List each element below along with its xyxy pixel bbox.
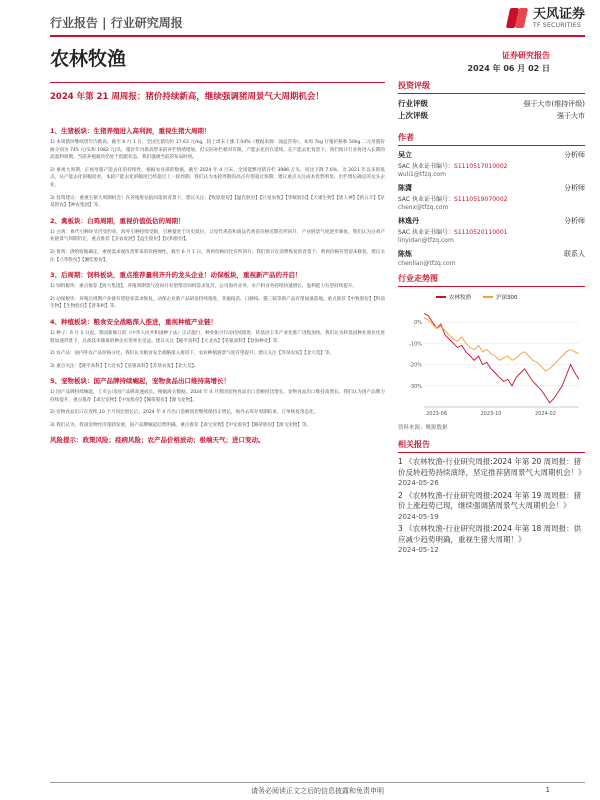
section-paragraph: 2) 重视大周期，正视母猪产能去化的持续性。根据农业部的数据，截至 2024 年 4 月末，全国能繁母猪存栏 3986 万头，同比下降 7.6%，为 2021 年以来的低点。从产能去化的幅度看，本轮产能去化的幅度已经超过上一轮周期，我们认为本轮周期的高点有望超过预期。建议重点关注成本优势明显、出栏增长确定的龙头企业。 xyxy=(50,167,385,188)
related-report-date: 2024-05-12 xyxy=(398,546,439,554)
chart-canvas xyxy=(398,291,585,421)
series-line-csi300 xyxy=(424,318,579,371)
rating-value: 强于大市(维持评级) xyxy=(523,100,585,108)
section-2 xyxy=(50,216,385,264)
section-paragraph: 1) 白鸡：祖代引种环节仍受约束，海外引种持续受限，引种量处于历史低位。父母代鸡苗和商品代鸡苗价格近期有所回升，产业链景气度逐步修复。我们认为白鸡产业链景气周期仍在，重点推荐【圣农发展】【益生股份】【民和股份】。 xyxy=(50,229,385,243)
related-report[interactable] xyxy=(398,524,585,556)
footer-disclaimer: 请务必阅读正文之后的信息披露和免责申明 xyxy=(251,787,384,795)
author-email[interactable]: linyidan@tfzq.com xyxy=(398,237,454,244)
section-paragraph: 2) 农产品：国内外农产品价格分化，我们认为粮食安全战略深入推进下，农业种植链景气度有望提升。建议关注【苏垦农发】【北大荒】等。 xyxy=(50,351,335,357)
report-title: 2024 年第 21 周周报：猪价持续新高，继续强调猪周景气大周期机会！ xyxy=(50,92,324,102)
x-tick-label: 2024-02 xyxy=(535,411,556,417)
series-line-agriculture xyxy=(424,314,579,403)
author-name: 陈潇 xyxy=(398,184,412,192)
authors-heading: 作者 xyxy=(398,132,585,146)
legend-label: 农林牧渔 xyxy=(449,295,472,301)
industry-name: 农林牧渔 xyxy=(50,48,127,70)
page-header xyxy=(50,8,585,34)
chart-source: 资料来源：聚源数据 xyxy=(398,425,448,431)
section-heading: 1、生猪板块：生猪养殖进入高利润，重视生猪大周期！ xyxy=(50,127,211,135)
trend-heading: 行业走势图 xyxy=(398,273,585,287)
section-paragraph: 1) 饲料板块：重点推荐【海大集团】，养殖周期景气度回升有望带动饲料需求复苏，公司海外业务、水产料业务持续快速增长，盈利能力有望持续提升。 xyxy=(50,284,358,290)
section-1 xyxy=(50,126,385,210)
x-tick-label: 2023-06 xyxy=(426,411,448,417)
y-tick-label: -10% xyxy=(409,341,422,348)
section-heading: 2、禽板块：白鸡周期，重视价值低估的周期！ xyxy=(50,216,185,225)
section-heading: 3、后周期：饲料板块，重点推荐量利齐升的龙头企业！动保板块，重视新产品的开启！ xyxy=(50,271,302,280)
rating-label: 行业评级 xyxy=(398,99,428,108)
section-heading: 4、种植板块：粮食安全战略深入推进，重视种植产业链！ xyxy=(50,317,218,326)
section-paragraph: 3) 重点关注：【隆平高科】【大北农】【荃银高科】【苏垦农发】【北大荒】。 xyxy=(50,363,199,369)
rating-heading: 投资评级 xyxy=(398,80,585,94)
author-name: 吴立 xyxy=(398,151,412,159)
rating-row xyxy=(398,98,585,110)
author-role: 联系人 xyxy=(564,250,585,258)
sac-number: S1110517010002 xyxy=(454,163,508,170)
sidebar xyxy=(398,80,585,556)
sac-label: SAC 执业证书编号： xyxy=(398,229,455,236)
section-paragraph: 3) 投资建议：重视生猪大周期机会！在养殖股估值回落的背景下，建议关注：【牧原股份】【温氏股份】【巨星农牧】【华统股份】【天康生物】【唐人神】【新五丰】【京基智农】【神农集团】等。 xyxy=(50,195,385,209)
section-paragraph: 2) 宠物食品出口在连续 10 个月同比增长后，2024 年 4 月出口金额同比继续保持正增长，海外去库存周期结束，订单恢复常态化。 xyxy=(50,410,319,416)
rating-label: 上次评级 xyxy=(398,111,428,120)
author-email[interactable]: wuli1@tfzq.com xyxy=(398,171,447,178)
sac-number: S1110520110001 xyxy=(454,229,508,236)
related-report[interactable] xyxy=(398,491,585,523)
author-entry xyxy=(398,150,585,178)
risk-warning: 风险提示：政策风险；疫病风险；农产品价格波动；极端天气；进口变动。 xyxy=(50,435,265,444)
author-entry xyxy=(398,249,585,267)
related-report-date: 2024-05-19 xyxy=(398,512,439,521)
related-report[interactable] xyxy=(398,457,585,489)
author-email[interactable]: chenlian@tfzq.com xyxy=(398,260,456,267)
author-role: 分析师 xyxy=(564,184,585,192)
author-email[interactable]: chenx@tfzq.com xyxy=(398,204,449,211)
x-tick-label: 2023-10 xyxy=(480,411,502,417)
sac-number: S1110519070002 xyxy=(454,196,508,203)
related-report-title[interactable]: 3 《农林牧渔-行业研究周报:2024 年第 18 周周报：供应减少趋势明确，重视生猪大周期！》 xyxy=(398,524,582,544)
title-divider xyxy=(50,82,385,83)
logo-mark-icon xyxy=(505,6,529,30)
section-paragraph: 2) 动保板块：养殖后周期产业链有望迎来需求恢复。动保企业新产品研发持续推进，非瘟疫苗、口蹄疫、猫三联等新产品有望加速落地。重点推荐【中牧股份】【科前生物】【生物股份】【普莱柯】等。 xyxy=(50,296,385,310)
section-paragraph: 1) 本周猪价继续创年内新高。截至 6 月 1 日，全国生猪均价 17.63 元/kg，较上周末上涨 7.04%（数据来源：涌益咨询）。本周 7kg 仔猪价格和 50kg 二元母猪价格分别为 745 元/头和 1982 元/头。猪价年内新高带来的补栏情绪增加，但实际补栏相对有限，产能去化仍在延续。在产能去化背景下，我们预计行业将进入长期的高盈利周期。当前养殖板块仍处于低配状态，我们强调当前的布局时机。 xyxy=(50,140,385,161)
logo-name-cn: 天风证券 xyxy=(532,6,585,22)
section-paragraph: 1) 国产品牌持续崛起，上市公司国产品牌高速成长。根据海关数据，2024 年 4 月我国宠物食品出口金额同比增长，宠物食品出口维持高增长。我们认为国产品牌力持续提升，重点推荐【乖宝宠物】【中宠股份】【佩蒂股份】【源飞宠物】。 xyxy=(50,390,385,403)
header-divider xyxy=(50,35,585,37)
rating-row xyxy=(398,110,585,122)
header-title: 行业报告 | 行业研究周报 xyxy=(50,16,183,30)
y-tick-label: -20% xyxy=(409,362,422,369)
rating-value: 强于大市 xyxy=(557,112,585,120)
section-heading: 5、宠物板块：国产品牌持续崛起，宠物食品出口维持高增长！ xyxy=(50,377,231,386)
section-5 xyxy=(50,376,385,429)
legend-swatch xyxy=(436,296,446,298)
section-3 xyxy=(50,270,385,311)
related-report-date: 2024-05-26 xyxy=(398,479,439,487)
sac-label: SAC 执业证书编号： xyxy=(398,196,455,203)
sac-label: SAC 执业证书编号： xyxy=(398,163,455,170)
author-name: 陈炼 xyxy=(398,250,412,258)
related-report-title[interactable]: 1 《农林牧渔-行业研究周报:2024 年第 20 周周报：猪价反转趋势持续演绎，坚定推荐猪周景气大周期机会！》 xyxy=(398,457,586,477)
author-entry xyxy=(398,183,585,211)
report-body xyxy=(50,120,385,444)
author-role: 分析师 xyxy=(564,217,585,225)
report-date: 2024 年 06 月 02 日 xyxy=(467,64,550,73)
company-logo xyxy=(505,6,585,30)
related-heading: 相关报告 xyxy=(398,439,585,453)
section-4 xyxy=(50,317,385,370)
legend-label: 沪深300 xyxy=(496,295,518,301)
legend-swatch xyxy=(483,296,493,298)
y-tick-label: -30% xyxy=(409,383,422,390)
logo-name-en: TF SECURITIES xyxy=(532,21,582,29)
section-paragraph: 3) 我们认为，我国宠物经济蓬勃发展，国产品牌崛起趋势明确。重点推荐【乖宝宠物】【中宠股份】【佩蒂股份】【源飞宠物】等。 xyxy=(50,423,312,429)
section-paragraph: 1) 种子：6 月 1 日起，我国新修订的《中华人民共和国种子法》正式施行，种业振兴行动持续推进，转基因玉米产业化推广进程加快。我们认为转基因种业商业化进程加速背景下，具备技术储备的种企有望率先受益。建议关注【隆平高科】【大北农】【荃银高科】【登海种业】等。 xyxy=(50,330,385,344)
author-name: 林逸丹 xyxy=(398,217,419,225)
page-number: 1 xyxy=(545,786,550,794)
footer-divider xyxy=(50,782,585,783)
section-paragraph: 2) 黄鸡：供给收缩确定，重视需求端改善带来的价格弹性。截至 6 月 1 日，黄鸡价格同比有所回升。我们预计在消费恢复的背景下，黄鸡价格有望迎来修复。建议关注【立华股份】【湘佳股份】。 xyxy=(50,249,385,263)
report-type: 证券研究报告 xyxy=(502,51,550,60)
industry-trend-chart xyxy=(398,291,585,421)
author-role: 分析师 xyxy=(564,151,585,159)
chart-legend xyxy=(436,293,518,301)
y-tick-label: 0% xyxy=(414,320,422,326)
related-report-title[interactable]: 2 《农林牧渔-行业研究周报:2024 年第 19 周周报：猪价上涨趋势已现，继续强调猪周景气大周期机会！》 xyxy=(398,490,582,510)
author-entry xyxy=(398,216,585,244)
